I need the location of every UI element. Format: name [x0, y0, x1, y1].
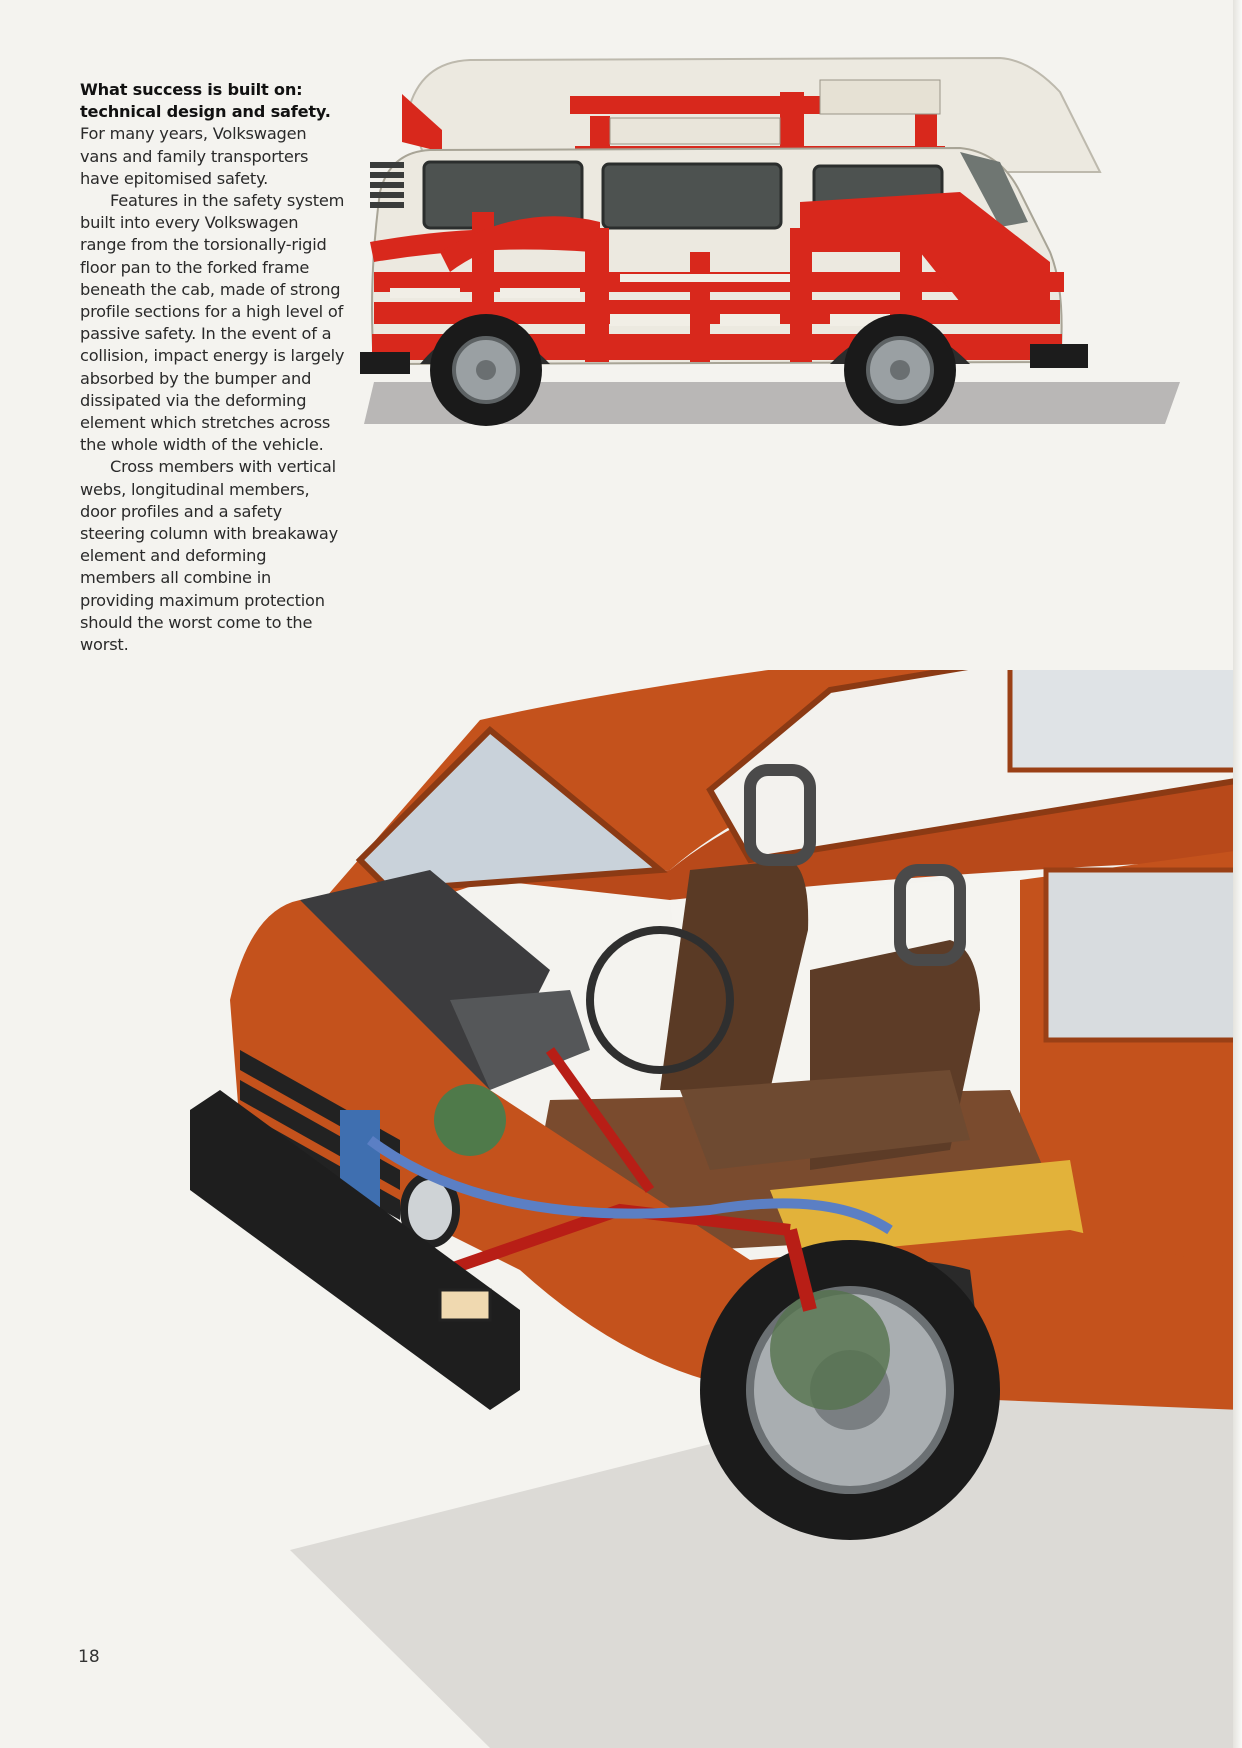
article-paragraph-3: Cross members with vertical webs, longitudinal members, door profiles and a safety steering column with breakaway element and deforming members all combine in providing maximum protection should the worst come to the worst. — [80, 457, 338, 655]
page-number: 18 — [78, 1647, 100, 1667]
camper-van-safety-frame-illustration — [360, 52, 1200, 482]
van-cabin-cutaway-illustration — [190, 670, 1242, 1748]
page-binding-edge — [1233, 0, 1242, 1748]
article-text — [80, 79, 345, 656]
article-heading-line-1: What success is built on: — [80, 80, 303, 99]
article-heading-line-2: technical design and safety. — [80, 102, 331, 122]
article-paragraph-2: Features in the safety system built into every Volkswagen range from the torsionally-rigid floor pan to the forked frame beneath the cab, made of strong profile sections for a high level of passive safety. In the event of a collision, impact energy is largely absorbed by the bumper and dissipated via the deforming element which stretches across the whole width of the vehicle. — [80, 191, 345, 455]
article-paragraph-1: For many years, Volkswagen vans and family transporters have epitomised safety. — [80, 124, 309, 188]
